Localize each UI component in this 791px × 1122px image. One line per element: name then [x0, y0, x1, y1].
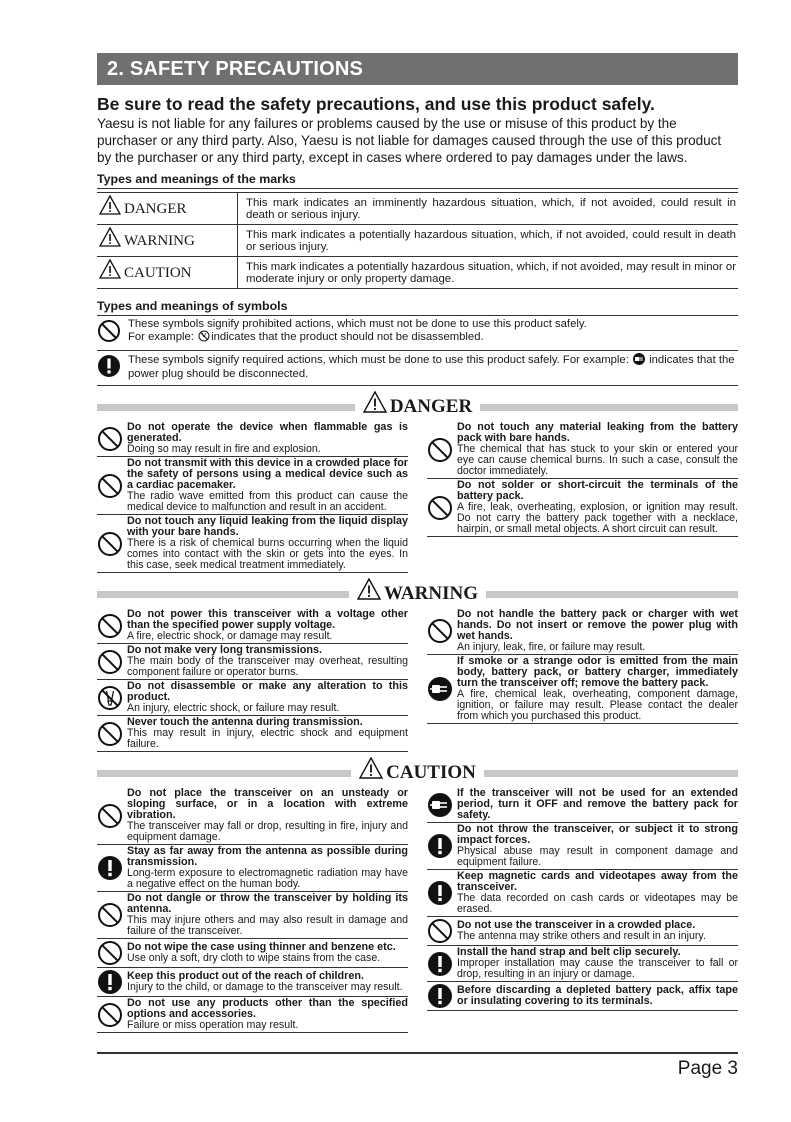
safety-item	[427, 655, 738, 724]
warning-triangle-icon	[99, 195, 121, 220]
caution-banner	[97, 762, 738, 784]
safety-item-desc: Improper installation may cause the transceiver to fall or drop, resulting in an injury or damage.	[457, 957, 738, 980]
required-icon	[427, 880, 457, 906]
safety-item	[97, 515, 408, 573]
warning-triangle-icon	[99, 227, 121, 252]
safety-item-desc: The main body of the transceiver may overheat, resulting component failure or operator burns.	[127, 655, 408, 678]
page-number: Page 3	[677, 1058, 738, 1079]
safety-item	[97, 457, 408, 515]
safety-item-desc: The transceiver may fall or drop, resulting in fire, injury and equipment damage.	[127, 820, 408, 843]
safety-item-title: Do not solder or short-circuit the terminals of the battery pack.	[457, 479, 738, 502]
safety-item-desc: The data recorded on cash cards or videotapes may be erased.	[457, 892, 738, 915]
symbol-row-prohibited	[97, 316, 738, 351]
safety-item-desc: An injury, electric shock, or failure may result.	[127, 702, 340, 714]
safety-item-desc: A fire, leak, overheating, explosion, or ignition may result. Do not carry the battery pack together with a necklace, hairpin, or small metal objects. A short circuit can result.	[457, 501, 738, 535]
safety-item-desc: Injury to the child, or damage to the transceiver may result.	[127, 981, 403, 993]
prohibited-icon	[97, 613, 127, 639]
mark-label-danger: DANGER	[124, 200, 187, 217]
warning-triangle-icon	[359, 757, 383, 785]
safety-item	[97, 680, 408, 716]
prohibited-icon	[97, 473, 127, 499]
safety-item-title: If smoke or a strange odor is emitted from the main body, battery pack, or battery charger, immediately turn the transceiver off; remove the battery pack.	[457, 655, 738, 689]
required-icon	[97, 969, 127, 995]
safety-item	[427, 421, 738, 479]
safety-item-title: Do not power this transceiver with a voltage other than the specified power supply voltage.	[127, 608, 408, 631]
safety-item	[97, 968, 408, 997]
safety-item-title: Do not use the transceiver in a crowded place.	[457, 919, 696, 931]
safety-item-title: Do not wipe the case using thinner and benzene etc.	[127, 941, 396, 953]
safety-item	[97, 608, 408, 644]
prohibited-icon	[97, 803, 127, 829]
symbols-heading: Types and meanings of symbols	[97, 299, 738, 316]
prohibited-icon	[427, 437, 457, 463]
safety-item-title: Install the hand strap and belt clip securely.	[457, 946, 681, 958]
mark-desc-warning: This mark indicates a potentially hazardous situation, which, if not avoided, could result in death or serious injury.	[238, 225, 739, 257]
marks-row-caution	[97, 257, 738, 289]
prohibited-icon	[97, 531, 127, 557]
unplug-icon	[633, 353, 645, 368]
safety-item-title: Do not dangle or throw the transceiver by holding its antenna.	[127, 892, 408, 915]
warning-banner	[97, 583, 738, 605]
safety-item-title: Do not transmit with this device in a crowded place for the safety of persons using a medical device such as a cardiac pacemaker.	[127, 457, 408, 491]
symbol-prohibited-example: indicates that the product should not be disassembled.	[211, 331, 484, 343]
safety-item-desc: Doing so may result in fire and explosion.	[127, 443, 321, 455]
safety-item-title: If the transceiver will not be used for an extended period, turn it OFF and remove the battery pack for safety.	[457, 787, 738, 821]
safety-item-title: Do not make very long transmissions.	[127, 644, 322, 656]
disassemble-prohibited-icon	[198, 330, 210, 345]
safety-item-desc: Use only a soft, dry cloth to wipe stains from the case.	[127, 952, 381, 964]
symbol-row-required	[97, 351, 738, 386]
section-title: 2. SAFETY PRECAUTIONS	[97, 53, 738, 85]
symbol-required-text: These symbols signify required actions, which must be done to use this product safely. For example:	[128, 354, 629, 366]
prohibited-icon	[97, 1002, 127, 1028]
prohibited-icon	[427, 918, 457, 944]
intro-paragraph: Yaesu is not liable for any failures or problems caused by the use or misuse of this product by the purchaser or any third party. Also, Yaesu is not liable for damages caused through the use of this product by the purchaser or any third party, except in cases where ordered to pay damages under the laws.	[97, 116, 722, 165]
safety-item-title: Do not disassemble or make any alteration to this product.	[127, 680, 408, 703]
safety-item-desc: This may injure others and may also result in damage and failure of the transceiver.	[127, 914, 408, 937]
safety-item	[97, 787, 408, 845]
safety-item-desc: Long-term exposure to electromagnetic radiation may have a negative effect on the human body.	[127, 867, 408, 890]
safety-item	[97, 892, 408, 939]
required-icon	[427, 833, 457, 859]
danger-right	[427, 421, 738, 573]
safety-item-title: Do not handle the battery pack or charger with wet hands. Do not insert or remove the power plug with wet hands.	[457, 608, 738, 642]
safety-item-desc: There is a risk of chemical burns occurring when the liquid comes into contact with the skin or gets into the eyes. In this case, seek medical treatment immediately.	[127, 537, 408, 571]
mark-desc-caution: This mark indicates a potentially hazardous situation, which, if not avoided, may result in minor or moderate injury or only property damage.	[238, 257, 739, 289]
safety-item-title: Do not use any products other than the specified options and accessories.	[127, 997, 408, 1020]
safety-item	[427, 870, 738, 917]
unplug-icon	[427, 792, 457, 818]
warning-label: WARNING	[384, 583, 478, 604]
safety-item	[97, 845, 408, 892]
mark-label-warning: WARNING	[124, 232, 195, 249]
mark-label-caution: CAUTION	[124, 264, 192, 281]
warning-left	[97, 608, 408, 752]
warning-triangle-icon	[363, 391, 387, 419]
safety-item-title: Keep this product out of the reach of children.	[127, 970, 364, 982]
unplug-icon	[427, 676, 457, 702]
safety-item	[97, 997, 408, 1033]
prohibited-icon	[97, 426, 127, 452]
safety-item-title: Stay as far away from the antenna as possible during transmission.	[127, 845, 408, 868]
headline: Be sure to read the safety precautions, and use this product safely.	[97, 94, 655, 114]
safety-item-title: Do not operate the device when flammable gas is generated.	[127, 421, 408, 444]
safety-item	[427, 608, 738, 655]
caution-label: CAUTION	[386, 762, 476, 783]
required-icon	[97, 354, 123, 383]
caution-right	[427, 787, 738, 1033]
safety-item-desc: An injury, leak, fire, or failure may result.	[457, 641, 646, 653]
safety-item	[427, 946, 738, 982]
safety-item-desc: The chemical that has stuck to your skin or entered your eye can cause chemical burns. In such a case, consult the doctor immediately.	[457, 443, 738, 477]
warning-right	[427, 608, 738, 752]
mark-desc-danger: This mark indicates an imminently hazardous situation, which, if not avoided, could result in death or serious injury.	[238, 193, 739, 225]
safety-item-desc: The antenna may strike others and result in an injury.	[457, 930, 706, 942]
safety-item	[97, 939, 408, 968]
marks-row-warning	[97, 225, 738, 257]
safety-item-desc: Physical abuse may result in component damage and equipment failure.	[457, 845, 738, 868]
prohibited-icon	[97, 649, 127, 675]
safety-item-title: Do not touch any liquid leaking from the liquid display with your bare hands.	[127, 515, 408, 538]
safety-item	[427, 982, 738, 1011]
danger-left	[97, 421, 408, 573]
safety-item-desc: A fire, chemical leak, overheating, component damage, ignition, or failure may result. Please contact the dealer from which you purchased this product.	[457, 688, 738, 722]
safety-item-title: Before discarding a depleted battery pack, affix tape or insulating covering to its terminals.	[457, 984, 738, 1007]
safety-item-desc: Failure or miss operation may result.	[127, 1019, 299, 1031]
safety-item-title: Keep magnetic cards and videotapes away from the transceiver.	[457, 870, 738, 893]
safety-item	[427, 823, 738, 870]
prohibited-icon	[97, 319, 123, 348]
symbol-prohibited-text: These symbols signify prohibited actions, which must not be done to use this product safely.	[128, 318, 587, 330]
warning-columns	[97, 608, 738, 752]
prohibited-icon	[97, 902, 127, 928]
required-icon	[427, 951, 457, 977]
prohibited-icon	[97, 721, 127, 747]
prohibited-icon	[427, 618, 457, 644]
required-icon	[97, 855, 127, 881]
caution-left	[97, 787, 408, 1033]
safety-item	[97, 644, 408, 680]
safety-item	[97, 421, 408, 457]
safety-item-title: Do not touch any material leaking from the battery pack with bare hands.	[457, 421, 738, 444]
prohibited-icon	[97, 940, 127, 966]
safety-item	[97, 716, 408, 752]
safety-item-desc: A fire, electric shock, or damage may result.	[127, 630, 333, 642]
symbol-example-label: For example:	[128, 331, 194, 343]
warning-triangle-icon	[357, 578, 381, 606]
safety-item	[427, 917, 738, 946]
safety-item-desc: The radio wave emitted from this product can cause the medical device to malfunction and result in an accident.	[127, 490, 408, 513]
required-icon	[427, 983, 457, 1009]
danger-banner	[97, 396, 738, 418]
prohibited-icon	[427, 495, 457, 521]
marks-table	[97, 192, 738, 289]
warning-triangle-icon	[99, 259, 121, 284]
safety-item	[427, 479, 738, 537]
safety-item-title: Do not place the transceiver on an unsteady or sloping surface, or in a location with extreme vibration.	[127, 787, 408, 821]
safety-item	[427, 787, 738, 823]
caution-columns	[97, 787, 738, 1033]
danger-columns	[97, 421, 738, 573]
safety-item-title: Do not throw the transceiver, or subject it to strong impact forces.	[457, 823, 738, 846]
safety-page	[97, 53, 738, 1033]
symbol-required-example: indicates that the power plug should be disconnected.	[128, 354, 735, 380]
marks-row-danger	[97, 193, 738, 225]
marks-heading: Types and meanings of the marks	[97, 172, 738, 189]
disassemble-prohibited-icon	[97, 685, 127, 711]
safety-item-desc: This may result in injury, electric shock and equipment failure.	[127, 727, 408, 750]
danger-label: DANGER	[389, 396, 473, 417]
safety-item-title: Never touch the antenna during transmission.	[127, 716, 363, 728]
footer-rule	[97, 1052, 738, 1054]
